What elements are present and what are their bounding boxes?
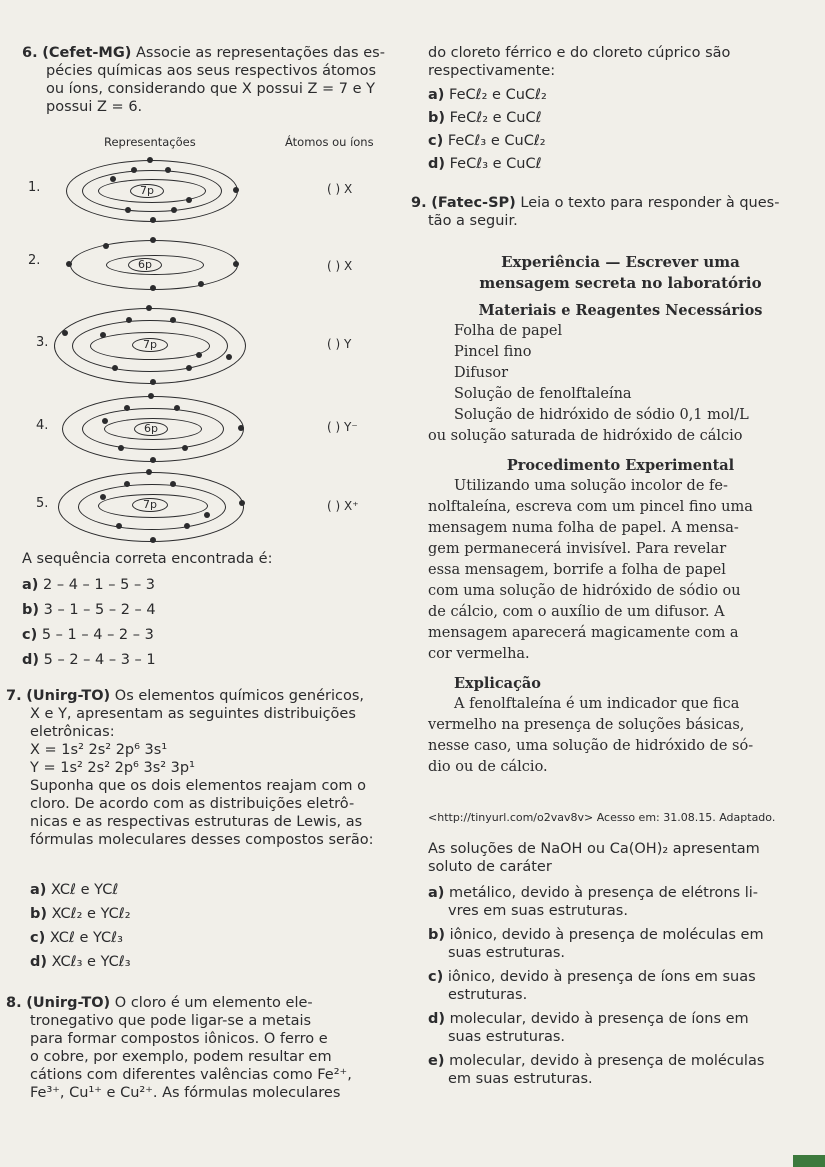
q6-source: (Cefet-MG)	[42, 45, 132, 61]
q9-proc-line: com uma solução de hidróxido de sódio ou	[428, 583, 741, 599]
q7-source: (Unirg-TO)	[26, 688, 111, 704]
q9-proc-line: nolftaleína, escreva com um pincel fino uma	[428, 499, 753, 515]
q6-line3: ou íons, considerando que X possui Z = 7 e Y	[46, 81, 375, 97]
q8-option-b[interactable]: b) FeCℓ₂ e CuCℓ	[428, 110, 542, 126]
q9-proc-line: Utilizando uma solução incolor de fe-	[454, 478, 728, 494]
q9-proc-line: de cálcio, com o auxílio de um difusor. A	[428, 604, 725, 620]
q8-cont2: respectivamente:	[428, 63, 556, 79]
q8-option-d[interactable]: d) FeCℓ₃ e CuCℓ	[428, 156, 542, 172]
q7-line4: Suponha que os dois elementos reajam com o	[30, 778, 366, 794]
q7-line1: Os elementos químicos genéricos,	[114, 688, 365, 704]
q9-materials-title: Materiais e Reagentes Necessários	[478, 302, 763, 319]
q9-proc-line: essa mensagem, borrife a folha de papel	[428, 562, 726, 578]
q6-seq-prompt: A sequência correta encontrada é:	[22, 551, 273, 567]
q9-option-c[interactable]: c) iônico, devido à presença de íons em suas estruturas.	[428, 969, 756, 1003]
q7-line5: cloro. De acordo com as distribuições eletrô-	[30, 796, 355, 812]
q7-y-config: Y = 1s² 2s² 2p⁶ 3s² 3p¹	[30, 760, 195, 776]
q6-row4-number: 4.	[36, 418, 49, 433]
q7-option-c[interactable]: c) XCℓ e YCℓ₃	[30, 930, 123, 946]
q9-text	[428, 252, 813, 778]
q6-row1-answer: ( ) X	[327, 182, 353, 196]
q9-expl-line: A fenolftaleína é um indicador que fica	[454, 696, 740, 712]
q8-line2: tronegativo que pode ligar-se a metais	[30, 1013, 312, 1029]
q6-row5-answer: ( ) X⁺	[327, 499, 359, 513]
q8-line4: o cobre, por exemplo, podem resultar em	[30, 1049, 332, 1065]
q8-number: 8.	[6, 995, 22, 1011]
q9-question	[428, 840, 813, 876]
q9-expl-line: vermelho na presença de soluções básicas,	[428, 717, 745, 733]
q8-line3: para formar compostos iônicos. O ferro e	[30, 1031, 328, 1047]
q9-material-5: Solução de hidróxido de sódio 0,1 mol/L	[454, 407, 749, 423]
q6-row1-number: 1.	[28, 180, 41, 195]
q9-proc-line: gem permanecerá invisível. Para revelar	[428, 541, 727, 557]
q9-expl-line: nesse caso, uma solução de hidróxido de só-	[428, 738, 754, 754]
q9-title2: mensagem secreta no laboratório	[479, 274, 762, 292]
q7-option-d[interactable]: d) XCℓ₃ e YCℓ₃	[30, 954, 131, 970]
q7-x-config: X = 1s² 2s² 2p⁶ 3s¹	[30, 742, 168, 758]
q8-line6: Fe³⁺, Cu¹⁺ e Cu²⁺. As fórmulas moleculares	[30, 1085, 341, 1101]
q7-option-a[interactable]: a) XCℓ e YCℓ	[30, 882, 119, 898]
nucleus-label: 7p	[130, 184, 164, 198]
q7-line2: X e Y, apresentam as seguintes distribuições	[30, 706, 356, 722]
q9-explanation-title: Explicação	[454, 675, 541, 692]
q9-material-2: Pincel fino	[454, 344, 532, 360]
q6-row3-number: 3.	[36, 335, 49, 350]
q8-continuation	[428, 44, 808, 173]
q9-line2: tão a seguir.	[428, 213, 518, 229]
q7-line7: fórmulas moleculares desses compostos serão:	[30, 832, 374, 848]
q9-source-note: <http://tinyurl.com/o2vav8v> Acesso em: 31.08.15. Adaptado.	[428, 811, 776, 824]
q9-material-6: ou solução saturada de hidróxido de cálcio	[428, 428, 743, 444]
q8-line5: cátions com diferentes valências como Fe²⁺,	[30, 1067, 352, 1083]
q7-line3: eletrônicas:	[30, 724, 115, 740]
q6-option-d[interactable]: d) 5 – 2 – 4 – 3 – 1	[22, 652, 156, 668]
q7-stem	[6, 687, 402, 849]
q6-stem	[22, 44, 402, 116]
q9-proc-line: mensagem aparecerá magicamente com a	[428, 625, 739, 641]
q7-options	[30, 881, 400, 971]
q9-expl-line: dio ou de cálcio.	[428, 759, 548, 775]
q9-number: 9.	[411, 195, 427, 211]
q6-col-atoms: Átomos ou íons	[285, 135, 374, 149]
q9-procedure-title: Procedimento Experimental	[506, 457, 735, 474]
q9-option-a[interactable]: a) metálico, devido à presença de elétrons li- vres em suas estruturas.	[428, 885, 759, 919]
q8-option-c[interactable]: c) FeCℓ₃ e CuCℓ₂	[428, 133, 546, 149]
q9-stem	[411, 194, 811, 230]
q9-material-4: Solução de fenolftaleína	[454, 386, 632, 402]
q6-line4: possui Z = 6.	[46, 99, 143, 115]
nucleus-label: 7p	[132, 338, 168, 352]
q9-option-b[interactable]: b) iônico, devido à presença de moléculas em suas estruturas.	[428, 927, 764, 961]
q9-question1: As soluções de NaOH ou Ca(OH)₂ apresentam	[428, 841, 760, 857]
q9-proc-line: mensagem numa folha de papel. A mensa-	[428, 520, 739, 536]
q9-question2: soluto de caráter	[428, 859, 552, 875]
q9-proc-line: cor vermelha.	[428, 646, 530, 662]
q6-row2-answer: ( ) X	[327, 259, 353, 273]
q7-number: 7.	[6, 688, 22, 704]
q8-option-a[interactable]: a) FeCℓ₂ e CuCℓ₂	[428, 87, 547, 103]
q8-stem	[6, 994, 392, 1102]
q9-option-d[interactable]: d) molecular, devido à presença de íons em suas estruturas.	[428, 1011, 749, 1045]
q7-line6: nicas e as respectivas estruturas de Lewis, as	[30, 814, 363, 830]
q9-material-3: Difusor	[454, 365, 509, 381]
page-corner-marker	[793, 1155, 825, 1167]
q9-title1: Experiência — Escrever uma	[501, 253, 740, 271]
q6-row2-number: 2.	[28, 253, 41, 268]
q6-option-a[interactable]: a) 2 – 4 – 1 – 5 – 3	[22, 577, 156, 593]
q9-options	[428, 884, 813, 1088]
q6-row5-number: 5.	[36, 496, 49, 511]
q8-source: (Unirg-TO)	[26, 995, 111, 1011]
q8-cont1: do cloreto férrico e do cloreto cúprico são	[428, 45, 731, 61]
q9-option-e[interactable]: e) molecular, devido à presença de moléculas em suas estruturas.	[428, 1053, 765, 1087]
q6-row3-answer: ( ) Y	[327, 337, 352, 351]
nucleus-label: 6p	[134, 422, 168, 436]
q6-line1: Associe as representações das es-	[135, 45, 385, 61]
q6-option-b[interactable]: b) 3 – 1 – 5 – 2 – 4	[22, 602, 156, 618]
nucleus-label: 6p	[128, 258, 162, 272]
q6-number: 6.	[22, 45, 38, 61]
q7-option-b[interactable]: b) XCℓ₂ e YCℓ₂	[30, 906, 131, 922]
q6-col-representations: Representações	[104, 135, 196, 149]
q6-line2: pécies químicas aos seus respectivos átomos	[46, 63, 377, 79]
q8-line1: O cloro é um elemento ele-	[114, 995, 313, 1011]
q6-options	[22, 550, 402, 669]
q9-line1: Leia o texto para responder à ques-	[520, 195, 780, 211]
q6-row4-answer: ( ) Y⁻	[327, 420, 358, 434]
q9-material-1: Folha de papel	[454, 323, 563, 339]
q6-option-c[interactable]: c) 5 – 1 – 4 – 2 – 3	[22, 627, 154, 643]
nucleus-label: 7p	[132, 498, 168, 512]
q9-source: (Fatec-SP)	[431, 195, 516, 211]
